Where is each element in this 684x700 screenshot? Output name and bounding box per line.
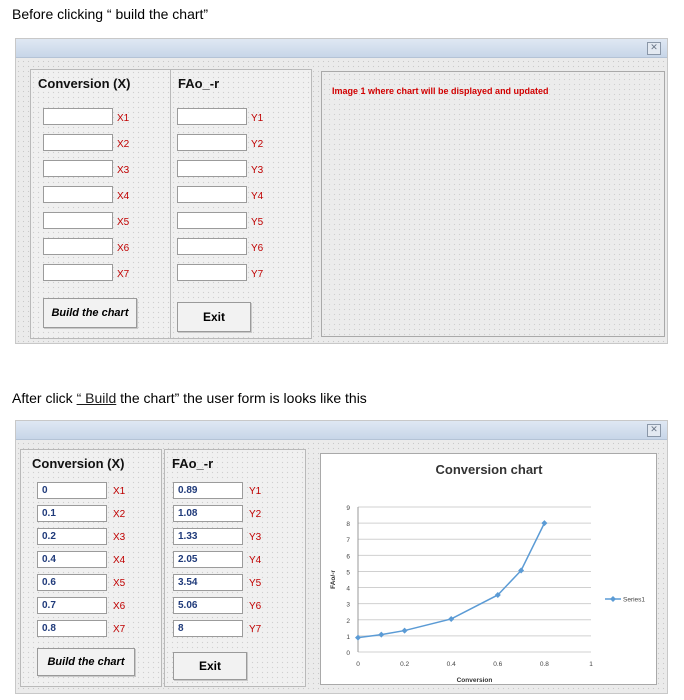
- title-bar: [16, 39, 667, 58]
- caption-after: [12, 390, 367, 406]
- x-tick-label: 1: [589, 661, 593, 668]
- caption-after-prefix: After click: [12, 390, 77, 406]
- x7-label: X7: [113, 624, 126, 635]
- title-bar: [16, 421, 667, 440]
- x6-label: X6: [113, 601, 126, 612]
- y1-input[interactable]: [173, 482, 243, 499]
- x1-input[interactable]: [43, 108, 113, 125]
- x-tick-label: 0: [356, 661, 360, 668]
- y7-input[interactable]: [177, 264, 247, 281]
- y2-label: Y2: [249, 509, 262, 520]
- y-tick-label: 7: [346, 537, 350, 545]
- y5-input[interactable]: [177, 212, 247, 229]
- x2-input[interactable]: [43, 134, 113, 151]
- build-chart-button[interactable]: Build the chart: [37, 648, 135, 676]
- y1-input[interactable]: [177, 108, 247, 125]
- x5-input[interactable]: [37, 574, 107, 591]
- x3-input[interactable]: [37, 528, 107, 545]
- x4-input[interactable]: [37, 551, 107, 568]
- conversion-chart: [321, 454, 656, 684]
- y3-label: Y3: [249, 532, 262, 543]
- chart-image-placeholder: [321, 71, 665, 337]
- conversion-frame: [20, 449, 162, 687]
- y1-label: Y1: [251, 113, 264, 124]
- conversion-title: Conversion (X): [38, 76, 131, 91]
- x4-input[interactable]: [43, 186, 113, 203]
- y3-input[interactable]: [173, 528, 243, 545]
- fao-frame: [164, 449, 306, 687]
- chart-title: Conversion chart: [435, 462, 543, 477]
- userform-before: [15, 38, 668, 344]
- conversion-title: Conversion (X): [32, 456, 125, 471]
- y5-input[interactable]: [173, 574, 243, 591]
- conversion-chart-area: [320, 453, 657, 685]
- x4-label: X4: [117, 191, 130, 202]
- legend-marker: [610, 596, 616, 602]
- y2-input[interactable]: [173, 505, 243, 522]
- y-tick-label: 3: [346, 601, 350, 609]
- y2-input[interactable]: [177, 134, 247, 151]
- fao-title: FAo_-r: [178, 76, 220, 91]
- y6-label: Y6: [251, 243, 264, 254]
- y4-label: Y4: [251, 191, 264, 202]
- y7-label: Y7: [251, 269, 264, 280]
- x2-label: X2: [113, 509, 126, 520]
- y-tick-label: 1: [346, 633, 350, 641]
- y3-label: Y3: [251, 165, 264, 176]
- y6-input[interactable]: [177, 238, 247, 255]
- y-tick-label: 4: [346, 585, 350, 593]
- conversion-frame: [30, 69, 172, 339]
- image-placeholder-text: Image 1 where chart will be displayed and updated: [332, 86, 549, 96]
- y3-input[interactable]: [177, 160, 247, 177]
- x7-input[interactable]: [37, 620, 107, 637]
- x6-input[interactable]: [43, 238, 113, 255]
- exit-button[interactable]: Exit: [173, 652, 247, 680]
- close-icon[interactable]: ✕: [647, 42, 661, 55]
- caption-after-link: “ Build: [76, 390, 117, 406]
- x-tick-label: 0.2: [400, 661, 410, 668]
- data-point: [448, 616, 454, 622]
- x-tick-label: 0.6: [493, 661, 503, 668]
- x7-input[interactable]: [43, 264, 113, 281]
- y-tick-label: 0: [346, 650, 350, 657]
- x6-input[interactable]: [37, 597, 107, 614]
- x5-input[interactable]: [43, 212, 113, 229]
- y-tick-label: 2: [346, 617, 350, 625]
- x1-label: X1: [117, 113, 130, 124]
- fao-title: FAo_-r: [172, 456, 214, 471]
- y7-label: Y7: [249, 624, 262, 635]
- y-tick-label: 8: [346, 521, 350, 529]
- x-tick-label: 0.8: [539, 661, 549, 668]
- userform-after: [15, 420, 668, 694]
- y-tick-label: 9: [346, 505, 350, 512]
- x3-input[interactable]: [43, 160, 113, 177]
- x4-label: X4: [113, 555, 126, 566]
- x5-label: X5: [113, 578, 126, 589]
- data-point: [378, 632, 384, 638]
- caption-before: Before clicking “ build the chart”: [12, 6, 209, 22]
- y-tick-label: 6: [346, 553, 350, 561]
- y4-input[interactable]: [177, 186, 247, 203]
- y6-label: Y6: [249, 601, 262, 612]
- x6-label: X6: [117, 243, 130, 254]
- fao-frame: [170, 69, 312, 339]
- x-axis-label: Conversion: [456, 677, 493, 684]
- y4-input[interactable]: [173, 551, 243, 568]
- y5-label: Y5: [249, 578, 262, 589]
- y-tick-label: 5: [346, 569, 350, 577]
- x2-label: X2: [117, 139, 130, 150]
- caption-after-suffix: the chart” the user form is looks like this: [116, 390, 367, 406]
- x2-input[interactable]: [37, 505, 107, 522]
- y-axis-label: FAo/-r: [330, 570, 337, 589]
- x5-label: X5: [117, 217, 130, 228]
- x1-input[interactable]: [37, 482, 107, 499]
- x3-label: X3: [113, 532, 126, 543]
- build-chart-button[interactable]: Build the chart: [43, 298, 137, 328]
- y4-label: Y4: [249, 555, 262, 566]
- y6-input[interactable]: [173, 597, 243, 614]
- y2-label: Y2: [251, 139, 264, 150]
- x7-label: X7: [117, 269, 130, 280]
- data-point: [541, 520, 547, 526]
- close-icon[interactable]: ✕: [647, 424, 661, 437]
- x-tick-label: 0.4: [446, 661, 456, 668]
- data-point: [402, 628, 408, 634]
- legend-label: Series1: [623, 596, 646, 604]
- y1-label: Y1: [249, 486, 262, 497]
- x1-label: X1: [113, 486, 126, 497]
- exit-button[interactable]: Exit: [177, 302, 251, 332]
- x3-label: X3: [117, 165, 130, 176]
- y7-input[interactable]: [173, 620, 243, 637]
- y5-label: Y5: [251, 217, 264, 228]
